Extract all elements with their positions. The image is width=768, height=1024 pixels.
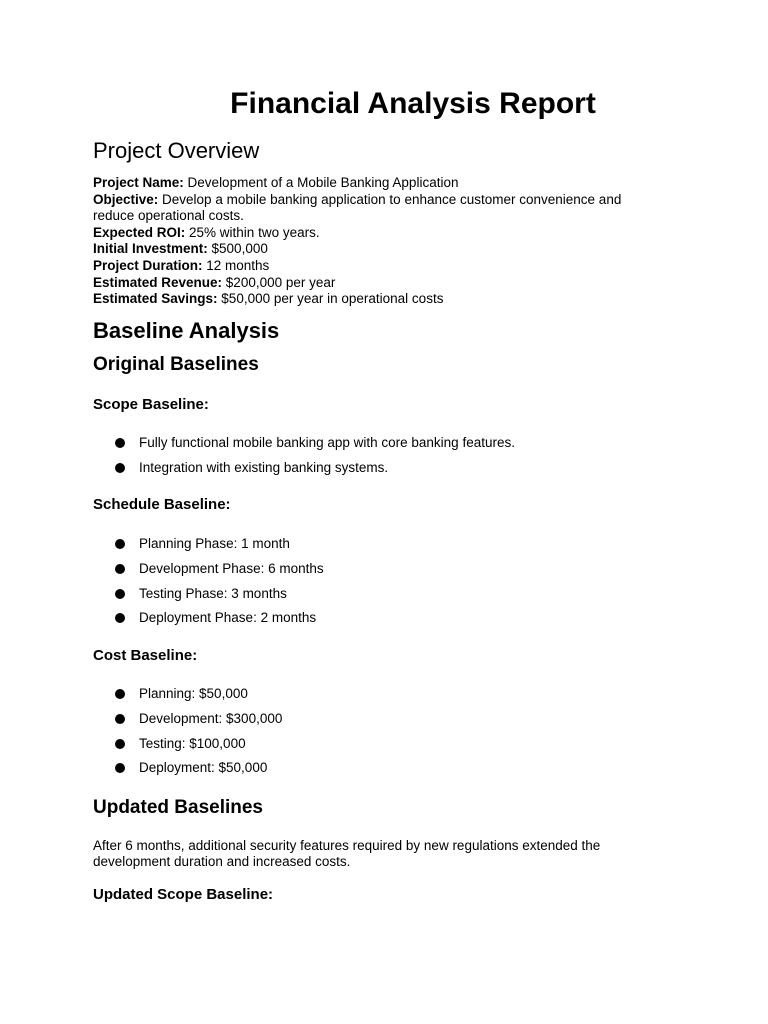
list-item (115, 586, 324, 611)
list-item-text: Testing Phase: 3 months (139, 585, 287, 601)
schedule-baseline-heading: Schedule Baseline: (93, 496, 231, 513)
bullet-icon (115, 463, 125, 473)
list-item (115, 686, 282, 711)
field-value: Development of a Mobile Banking Application (183, 175, 459, 190)
updated-scope-baseline-heading: Updated Scope Baseline: (93, 886, 274, 903)
list-item-text: Integration with existing banking systems. (139, 459, 389, 475)
field-value: $500,000 (207, 241, 268, 257)
list-item (115, 460, 515, 485)
list-item (115, 711, 282, 736)
field-project-name (93, 175, 663, 192)
bullet-icon (115, 438, 125, 448)
field-value: 12 months (202, 257, 270, 273)
list-item-text: Deployment Phase: 2 months (139, 610, 317, 626)
bullet-icon (115, 564, 125, 574)
field-initial-investment (93, 241, 663, 258)
field-value: 25% within two years. (185, 224, 320, 240)
list-item (115, 435, 515, 460)
project-overview-fields (93, 175, 663, 308)
bullet-icon (115, 539, 125, 549)
bullet-icon (115, 613, 125, 623)
list-item-text: Development Phase: 6 months (139, 560, 324, 576)
bullet-icon (115, 763, 125, 773)
field-label: Estimated Revenue: (93, 274, 223, 290)
schedule-baseline-list (115, 536, 324, 635)
field-label: Project Name: (93, 175, 184, 190)
field-label: Estimated Savings: (93, 291, 218, 307)
list-item-text: Fully functional mobile banking app with core banking features. (139, 435, 515, 450)
field-label: Objective: (93, 191, 159, 207)
field-project-duration (93, 258, 663, 275)
field-objective (93, 192, 663, 225)
list-item (115, 610, 324, 635)
cost-baseline-heading: Cost Baseline: (93, 647, 198, 664)
baseline-analysis-heading: Baseline Analysis (93, 318, 280, 343)
field-expected-roi (93, 225, 663, 242)
project-overview-heading: Project Overview (93, 138, 260, 163)
list-item-text: Planning: $50,000 (139, 686, 248, 701)
original-baselines-heading: Original Baselines (93, 354, 259, 375)
updated-baselines-heading: Updated Baselines (93, 797, 263, 818)
field-estimated-savings (93, 291, 663, 308)
list-item-text: Testing: $100,000 (139, 735, 246, 751)
cost-baseline-list (115, 686, 282, 785)
scope-baseline-list (115, 435, 515, 485)
list-item-text: Planning Phase: 1 month (139, 536, 290, 551)
field-label: Project Duration: (93, 257, 203, 273)
field-label: Initial Investment: (93, 241, 208, 257)
report-title: Financial Analysis Report (230, 87, 596, 120)
field-value: Develop a mobile banking application to enhance customer convenience and reduce operational costs. (93, 191, 622, 224)
field-value: $50,000 per year in operational costs (217, 291, 444, 307)
list-item (115, 561, 324, 586)
field-estimated-revenue (93, 275, 663, 292)
bullet-icon (115, 714, 125, 724)
list-item-text: Development: $300,000 (139, 710, 283, 726)
bullet-icon (115, 739, 125, 749)
bullet-icon (115, 589, 125, 599)
list-item (115, 536, 324, 561)
field-label: Expected ROI: (93, 224, 186, 240)
updated-baselines-paragraph: After 6 months, additional security features required by new regulations extended the development duration and increased costs. (93, 838, 601, 869)
list-item (115, 760, 282, 785)
bullet-icon (115, 689, 125, 699)
field-value: $200,000 per year (222, 274, 336, 290)
list-item (115, 736, 282, 761)
list-item-text: Deployment: $50,000 (139, 760, 268, 776)
scope-baseline-heading: Scope Baseline: (93, 396, 209, 413)
